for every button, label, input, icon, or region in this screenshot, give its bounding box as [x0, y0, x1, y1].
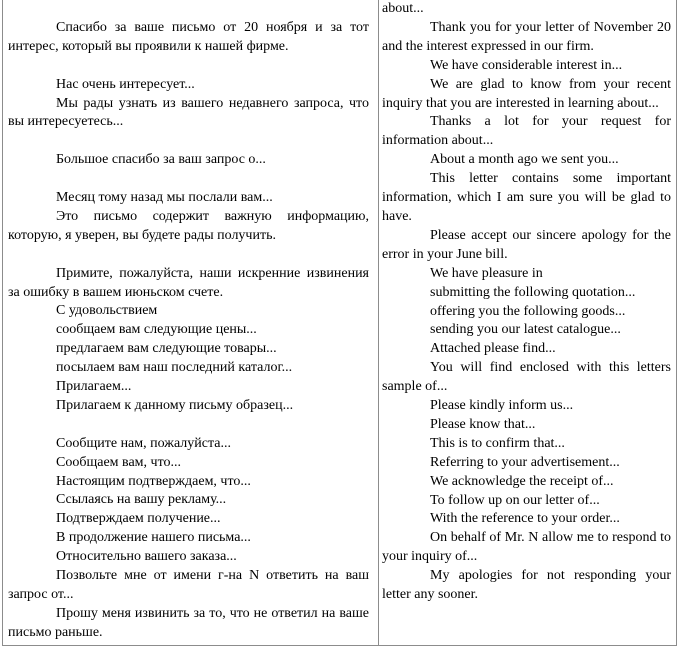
- russian-spacer: [8, 170, 369, 189]
- russian-spacer: [8, 416, 369, 435]
- russian-phrase: Подтверждаем получение...: [56, 511, 221, 527]
- russian-phrase: предлагаем вам следующие товары...: [56, 341, 277, 357]
- english-phrase: Please accept our sincere apology for the error in your June bill.: [382, 227, 671, 262]
- russian-phrase: сообщаем вам следующие цены...: [56, 322, 257, 338]
- russian-phrase: Это письмо содержит важную информацию, которую, я уверен, вы будете рады получить.: [8, 208, 369, 243]
- english-phrase: submitting the following quotation...: [430, 284, 636, 300]
- russian-phrase: Месяц тому назад мы послали вам...: [56, 190, 273, 205]
- russian-phrase: Сообщаем вам, что...: [56, 454, 182, 470]
- russian-phrase: Спасибо за ваше письмо от 20 ноября и за тот интерес, который вы проявили к нашей фирме.: [8, 19, 369, 54]
- english-phrase: With the reference to your order...: [430, 511, 620, 527]
- english-phrase: Please know that...: [430, 416, 536, 432]
- russian-phrase: С удовольствием: [56, 303, 158, 319]
- russian-phrase: Ссылаясь на вашу рекламу...: [56, 492, 227, 508]
- english-phrase: Please kindly inform us...: [430, 398, 574, 414]
- russian-phrase: Позвольте мне от имени г-на N ответить на ваш запрос от...: [8, 568, 369, 602]
- russian-phrase: Прилагаем...: [56, 379, 132, 395]
- english-phrase: To follow up on our letter of...: [430, 492, 600, 508]
- russian-column: [8, 0, 369, 643]
- english-phrase: about...: [382, 1, 424, 16]
- russian-spacer: [8, 0, 369, 19]
- russian-spacer: [8, 246, 369, 265]
- russian-spacer: [8, 132, 369, 151]
- russian-spacer: [8, 57, 369, 76]
- russian-phrase: Мы рады узнать из вашего недавнего запроса, что вы интересуетесь...: [8, 95, 369, 130]
- english-phrase: About a month ago we sent you...: [430, 152, 619, 168]
- english-phrase: On behalf of Mr. N allow me to respond to your inquiry of...: [382, 530, 671, 565]
- russian-phrase: Примите, пожалуйста, наши искренние извинения за ошибку в вашем июньском счете.: [8, 265, 369, 300]
- english-phrase: Referring to your advertisement...: [430, 454, 620, 470]
- english-phrase: offering you the following goods...: [430, 303, 626, 319]
- russian-phrase: Прошу меня извинить за то, что не ответил на ваше письмо раньше.: [8, 605, 369, 640]
- english-phrase: We are glad to know from your recent inquiry that you are interested in learning about...: [382, 76, 671, 111]
- english-phrase: We have considerable interest in...: [430, 57, 623, 73]
- russian-phrase: В продолжение нашего письма...: [56, 530, 251, 546]
- russian-phrase: Сообщите нам, пожалуйста...: [56, 435, 231, 451]
- column-divider: [378, 0, 379, 645]
- english-phrase: sending you our latest catalogue...: [430, 322, 621, 338]
- english-phrase: Thank you for your letter of November 20 and the interest expressed in our firm.: [382, 19, 671, 54]
- english-phrase: My apologies for not responding your letter any sooner.: [382, 568, 671, 603]
- english-phrase: This is to confirm that...: [430, 435, 565, 451]
- russian-phrase: Большое спасибо за ваш запрос о...: [56, 152, 266, 168]
- english-phrase: This letter contains some important information, which I am sure you will be glad to have.: [382, 171, 671, 224]
- russian-phrase: Настоящим подтверждаем, что...: [56, 473, 251, 489]
- english-column: [382, 0, 671, 605]
- english-phrase: We have pleasure in: [430, 265, 543, 281]
- russian-phrase: Относительно вашего заказа...: [56, 549, 237, 565]
- english-phrase: You will find enclosed with this letters sample of...: [382, 360, 671, 395]
- english-phrase: We acknowledge the receipt of...: [430, 473, 614, 489]
- russian-phrase: посылаем вам наш последний каталог...: [56, 360, 293, 376]
- english-phrase: Thanks a lot for your request for information about...: [382, 114, 671, 149]
- english-phrase: Attached please find...: [430, 341, 556, 357]
- russian-phrase: Нас очень интересует...: [56, 76, 195, 92]
- russian-phrase: Прилагаем к данному письму образец...: [56, 397, 294, 413]
